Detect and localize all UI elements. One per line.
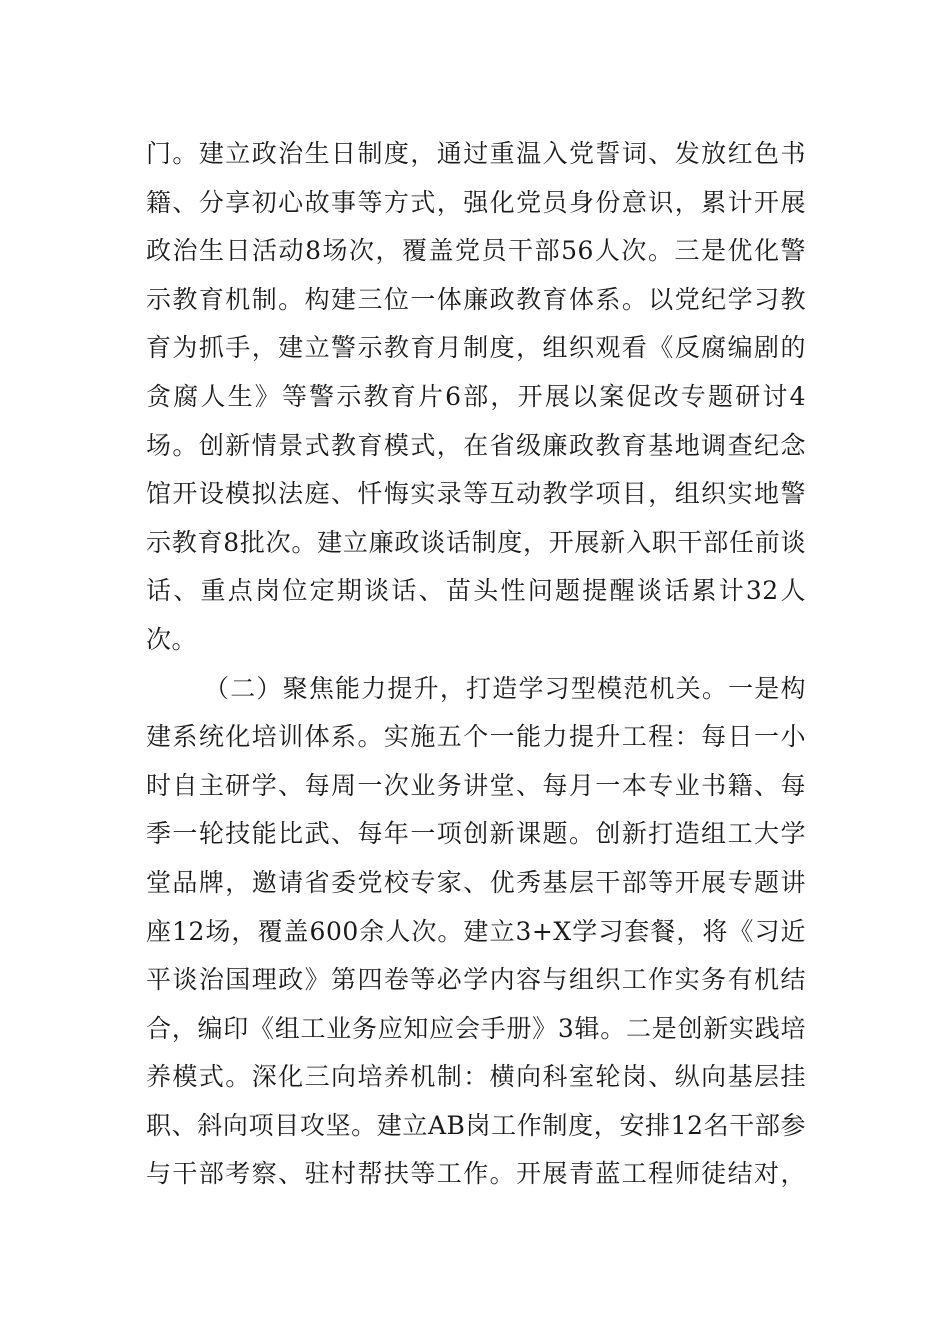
text-line: 籍、分享初心故事等方式，强化党员身份意识，累计开展	[146, 187, 806, 217]
text-line: 养模式。深化三向培养机制：横向科室轮岗、纵向基层挂	[146, 1062, 806, 1092]
text-line: 平谈治国理政》第四卷等必学内容与组织工作实务有机结	[146, 965, 806, 995]
text-line: 示教育机制。构建三位一体廉政教育体系。以党纪学习教	[146, 284, 806, 314]
text-line: 时自主研学、每周一次业务讲堂、每月一本专业书籍、每	[146, 770, 806, 800]
text-line: 政治生日活动8场次，覆盖党员干部56人次。三是优化警	[146, 236, 806, 266]
text-line: 馆开设模拟法庭、忏悔实录等互动教学项目，组织实地警	[146, 479, 806, 509]
text-line: 堂品牌，邀请省委党校专家、优秀基层干部等开展专题讲	[146, 867, 806, 897]
text-line: 季一轮技能比武、每年一项创新课题。创新打造组工大学	[146, 819, 806, 849]
text-line: 门。建立政治生日制度，通过重温入党誓词、发放红色书	[146, 139, 806, 168]
text-line: 育为抓手，建立警示教育月制度，组织观看《反腐编剧的	[146, 333, 806, 363]
paragraph-heading-line: （二）聚焦能力提升，打造学习型模范机关。一是构	[204, 673, 806, 703]
text-line: 示教育8批次。建立廉政谈话制度，开展新入职干部任前谈	[146, 527, 806, 557]
text-line: 建系统化培训体系。实施五个一能力提升工程：每日一小	[146, 722, 806, 752]
text-line: 座12场，覆盖600余人次。建立3+X学习套餐，将《习近	[146, 916, 806, 946]
body-text	[146, 130, 806, 1199]
text-line: 与干部考察、驻村帮扶等工作。开展青蓝工程师徒结对，	[146, 1159, 806, 1189]
text-line: 贪腐人生》等警示教育片6部，开展以案促改专题研讨4	[146, 381, 806, 411]
text-line: 场。创新情景式教育模式，在省级廉政教育基地调查纪念	[146, 430, 806, 460]
text-line: 职、斜向项目攻坚。建立AB岗工作制度，安排12名干部参	[146, 1110, 806, 1140]
text-line: 合，编印《组工业务应知应会手册》3辑。二是创新实践培	[146, 1013, 806, 1043]
text-line: 话、重点岗位定期谈话、苗头性问题提醒谈话累计32人	[146, 576, 806, 606]
text-line: 次。	[146, 624, 198, 654]
